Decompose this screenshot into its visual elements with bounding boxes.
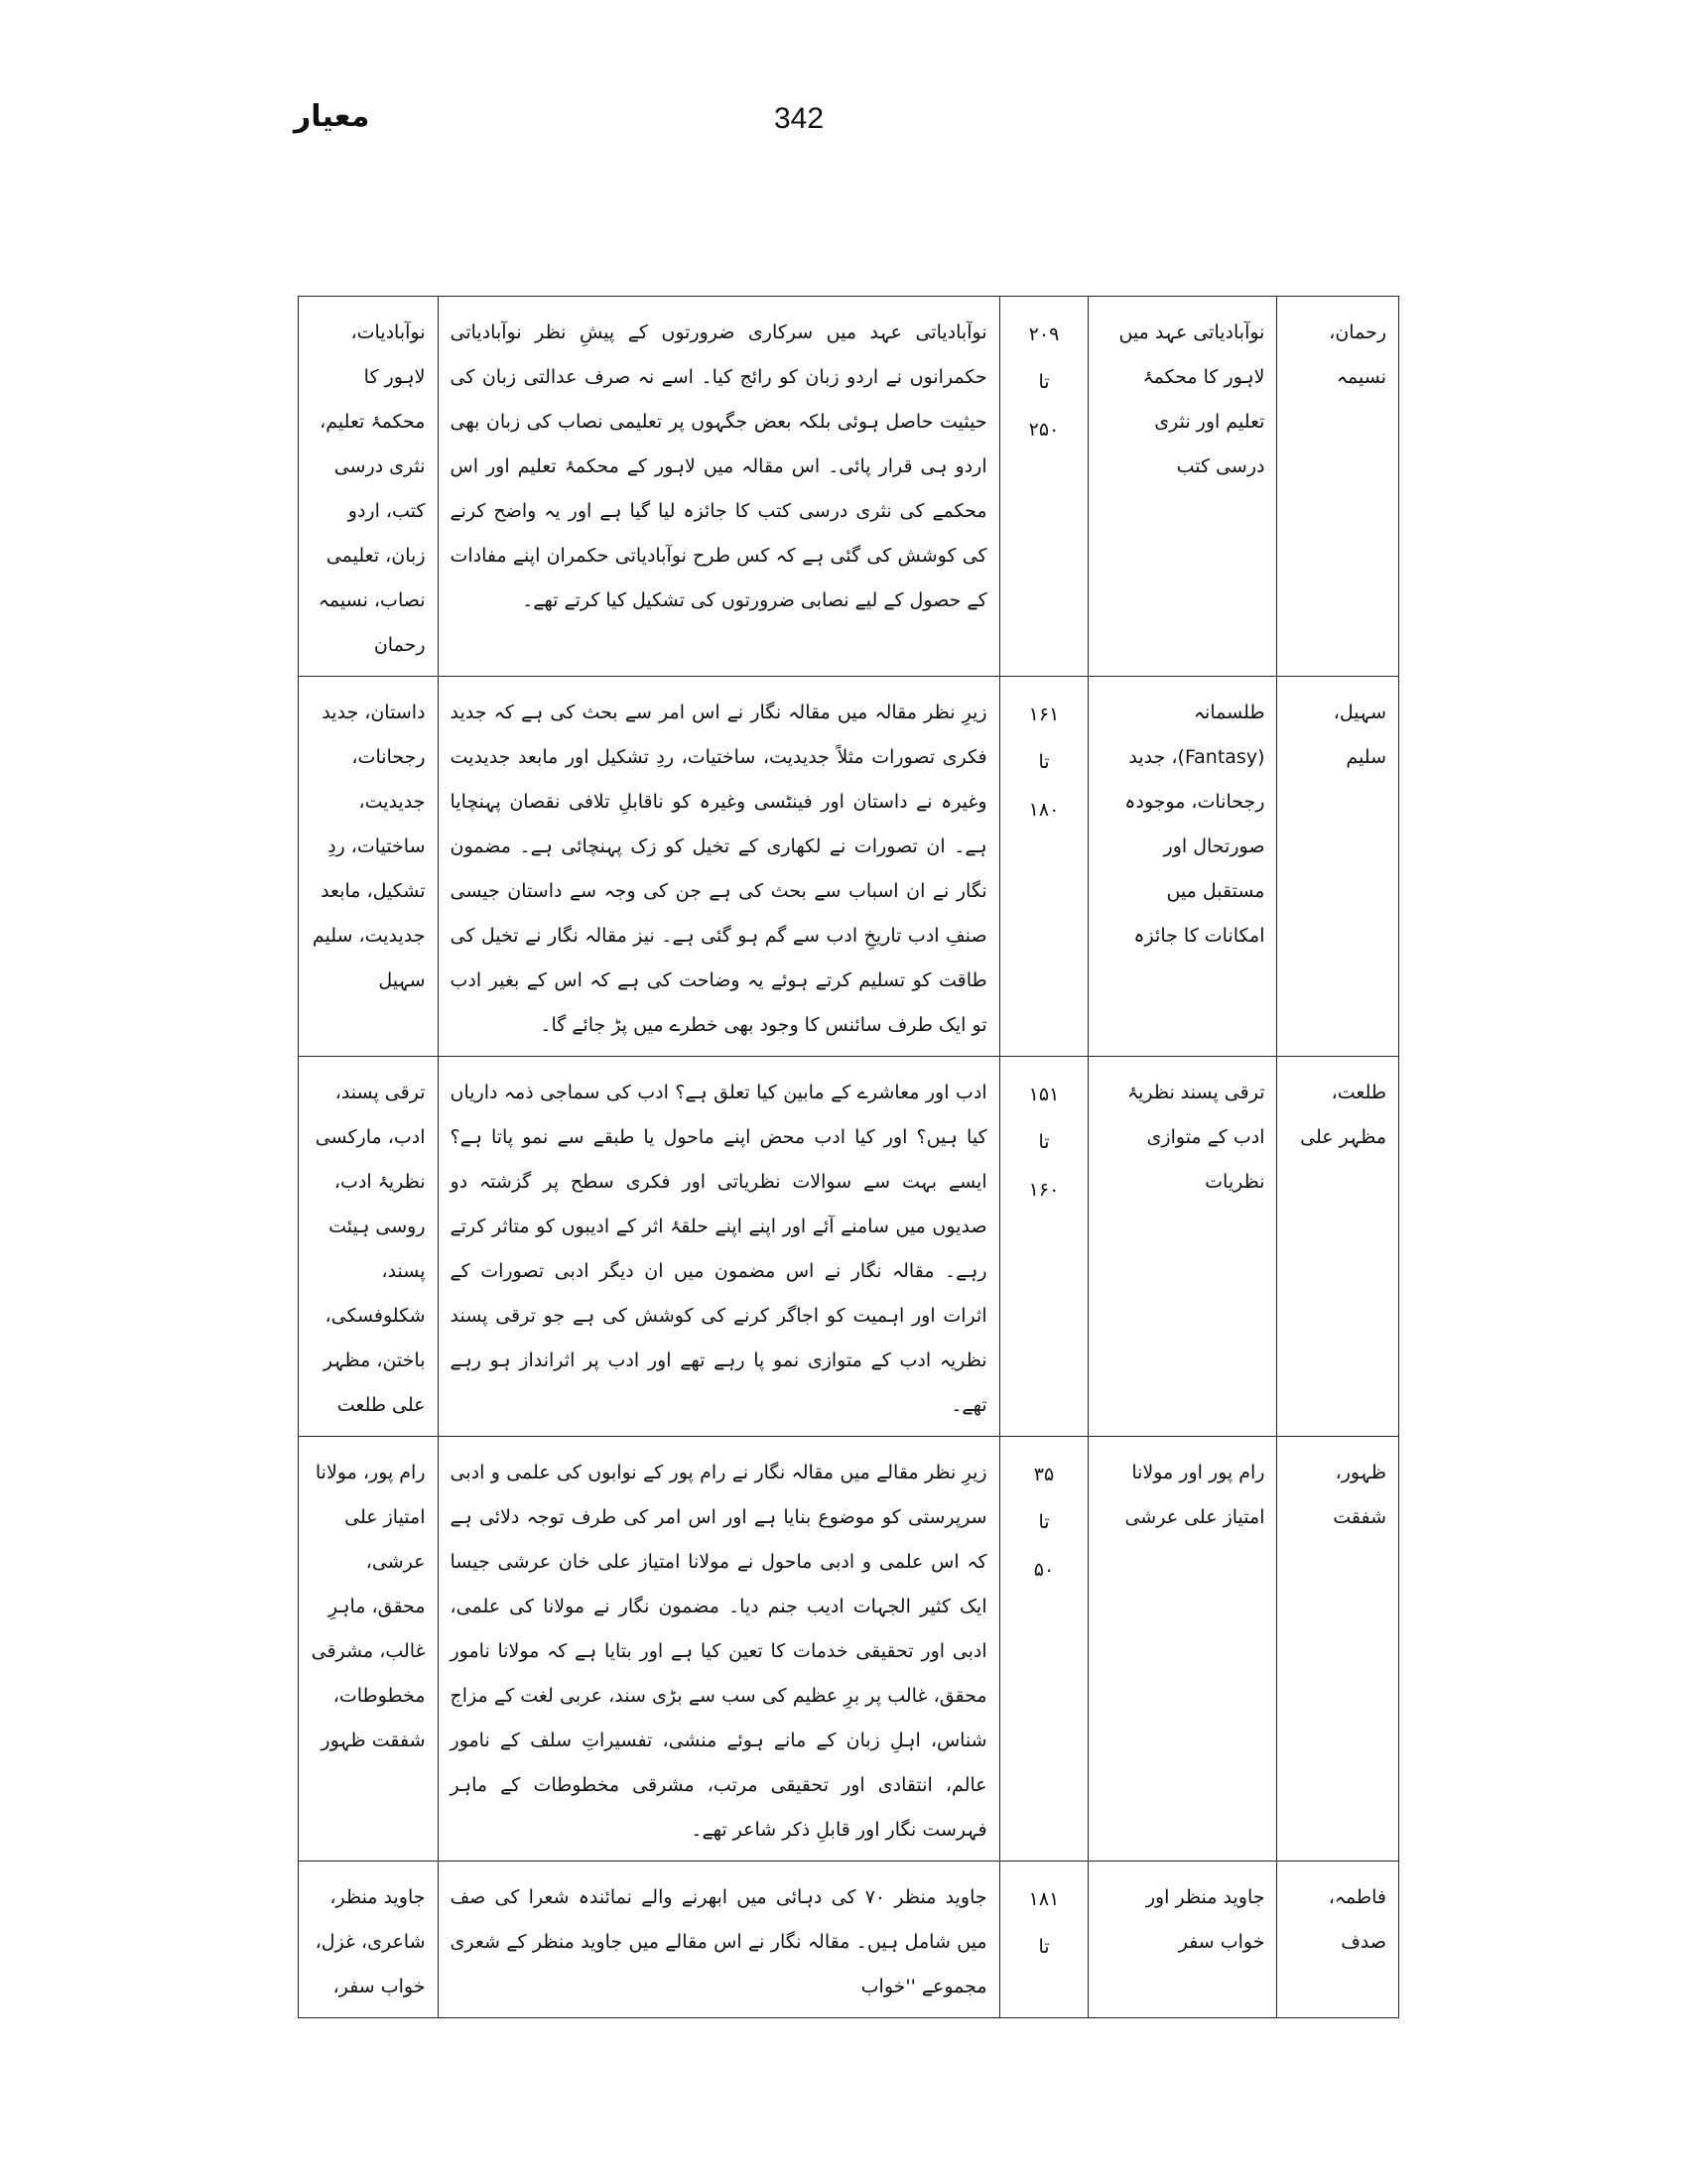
author-cell: طلعت، مظہر علی [1277, 1057, 1399, 1437]
pages-cell [999, 297, 1089, 677]
table-row [299, 1057, 1399, 1437]
abstract-cell: زیرِ نظر مقالے میں مقالہ نگار نے رام پور کے نوابوں کی علمی و ادبی سرپرستی کو موضوع بنایا ہے اور اس امر کی طرف توجہ دلائی ہے کہ اس علمی و ادبی ماحول نے مولانا امتیاز علی خان عرشی جیسا ایک کثیر الجہات ادیب جنم دیا۔ مضمون نگار نے مولانا کی علمی، ادبی اور تحقیقی خدمات کا تعین کیا ہے اور بتایا ہے کہ مولانا نامور محقق، غالب پر برِ عظیم کی سب سے بڑی سند، عربی لغت کے مزاج شناس، اہلِ زبان کے مانے ہوئے منشی، تفسیراتِ سلف کے نامور عالم، انتقادی اور تحقیقی مرتب، مشرقی مخطوطات کے ماہر فہرست نگار اور قابلِ ذکر شاعر تھے۔ [438, 1437, 999, 1862]
pages-start: ۳۵ [1033, 1464, 1055, 1485]
pages-separator: تا [1038, 1511, 1050, 1533]
abstract-cell: نوآبادیاتی عہد میں سرکاری ضرورتوں کے پیشِ نظر نوآبادیاتی حکمرانوں نے اردو زبان کو رائج کیا۔ اسے نہ صرف عدالتی زبان کی حیثیت حاصل ہوئی بلکہ بعض جگہوں پر تعلیمی نصاب کی زبان بھی اردو ہی قرار پائی۔ اس مقالہ میں لاہور کے محکمۂ تعلیم اور اس محکمے کی نثری درسی کتب کا جائزہ لیا گیا ہے اور یہ واضح کرنے کی کوشش کی گئی ہے کہ کس طرح نوآبادیاتی حکمران اپنے مفادات کے حصول کے لیے نصابی ضرورتوں کی تشکیل کیا کرتے تھے۔ [438, 297, 999, 677]
author-cell: رحمان، نسیمہ [1277, 297, 1399, 677]
title-cell: ترقی پسند نظریۂ ادب کے متوازی نظریات [1089, 1057, 1277, 1437]
pages-start: ۱۸۱ [1028, 1888, 1060, 1910]
pages-end: ۱۶۰ [1028, 1179, 1060, 1201]
table-row [299, 677, 1399, 1057]
pages-cell [999, 1862, 1089, 2018]
author-cell: ظہور، شفقت [1277, 1437, 1399, 1862]
pages-cell [999, 1057, 1089, 1437]
keywords-cell: ترقی پسند، ادب، مارکسی نظریۂ ادب، روسی ہیئت پسند، شکلوفسکی، باختن، مظہر علی طلعت [299, 1057, 439, 1437]
author-cell: فاطمہ، صدف [1277, 1862, 1399, 2018]
pages-end: ۵۰ [1033, 1559, 1055, 1581]
keywords-cell: داستان، جدید رجحانات، جدیدیت، ساختیات، ردِ تشکیل، مابعد جدیدیت، سلیم سہیل [299, 677, 439, 1057]
table-row [299, 1437, 1399, 1862]
pages-separator: تا [1038, 751, 1050, 773]
abstract-cell: ادب اور معاشرے کے مابین کیا تعلق ہے؟ ادب کی سماجی ذمہ داریاں کیا ہیں؟ اور کیا ادب محض اپنے ماحول یا طبقے سے نمو پاتا ہے؟ ایسے بہت سے سوالات نظریاتی اور فکری سطح پر گزشتہ دو صدیوں میں سامنے آئے اور اپنے اپنے حلقۂ اثر کے ادیبوں کو متاثر کرتے رہے۔ مقالہ نگار نے اس مضمون میں ان دیگر ادبی تصورات کے اثرات اور اہمیت کو اجاگر کرنے کی کوشش کی ہے جو ترقی پسند نظریہ ادب کے متوازی نمو پا رہے تھے اور ادب پر اثرانداز ہو رہے تھے۔ [438, 1057, 999, 1437]
page-number: 342 [774, 102, 825, 135]
pages-start: ۱۶۱ [1028, 704, 1060, 725]
title-cell: جاوید منظر اور خواب سفر [1089, 1862, 1277, 2018]
title-cell: طلسمانہ (Fantasy)، جدید رجحانات، موجودہ صورتحال اور مستقبل میں امکانات کا جائزہ [1089, 677, 1277, 1057]
title-cell: رام پور اور مولانا امتیاز علی عرشی [1089, 1437, 1277, 1862]
pages-end: ۱۸۰ [1028, 799, 1060, 821]
pages-separator: تا [1038, 371, 1050, 393]
author-cell: سہیل، سلیم [1277, 677, 1399, 1057]
pages-separator: تا [1038, 1936, 1050, 1958]
pages-cell [999, 1437, 1089, 1862]
pages-start: ۲۰۹ [1028, 323, 1060, 345]
table-row [299, 1862, 1399, 2018]
pages-end: ۲۵۰ [1028, 419, 1060, 441]
journal-title: معیار [294, 99, 370, 134]
pages-cell [999, 677, 1089, 1057]
keywords-cell: رام پور، مولانا امتیاز علی عرشی، محقق، ماہرِ غالب، مشرقی مخطوطات، شفقت ظہور [299, 1437, 439, 1862]
pages-separator: تا [1038, 1131, 1050, 1153]
abstract-cell: زیرِ نظر مقالہ میں مقالہ نگار نے اس امر سے بحث کی ہے کہ جدید فکری تصورات مثلاً جدیدیت، ساختیات، ردِ تشکیل اور مابعد جدیدیت وغیرہ نے داستان اور فینٹسی وغیرہ کو ناقابلِ تلافی نقصان پہنچایا ہے۔ ان تصورات نے لکھاری کے تخیل کو زک پہنچائی ہے۔ مضمون نگار نے ان اسباب سے بحث کی ہے جن کی وجہ سے داستان جیسی صنفِ ادب تاریخِ ادب سے گم ہو گئی ہے۔ نیز مقالہ نگار نے تخیل کی طاقت کو تسلیم کرتے ہوئے یہ وضاحت کی ہے کہ اس کے بغیر ادب تو ایک طرف سائنس کا وجود بھی خطرے میں پڑ جائے گا۔ [438, 677, 999, 1057]
title-cell: نوآبادیاتی عہد میں لاہور کا محکمۂ تعلیم اور نثری درسی کتب [1089, 297, 1277, 677]
table-row [299, 297, 1399, 677]
pages-start: ۱۵۱ [1028, 1084, 1060, 1105]
keywords-cell: نوآبادیات، لاہور کا محکمۂ تعلیم، نثری درسی کتب، اردو زبان، تعلیمی نصاب، نسیمہ رحمان [299, 297, 439, 677]
keywords-cell: جاوید منظر، شاعری، غزل، خواب سفر، [299, 1862, 439, 2018]
articles-table [298, 296, 1399, 2018]
abstract-cell: جاوید منظر ۷۰ کی دہائی میں ابھرنے والے نمائندہ شعرا کی صف میں شامل ہیں۔ مقالہ نگار نے اس مقالے میں جاوید منظر کے شعری مجموعے ''خواب [438, 1862, 999, 2018]
